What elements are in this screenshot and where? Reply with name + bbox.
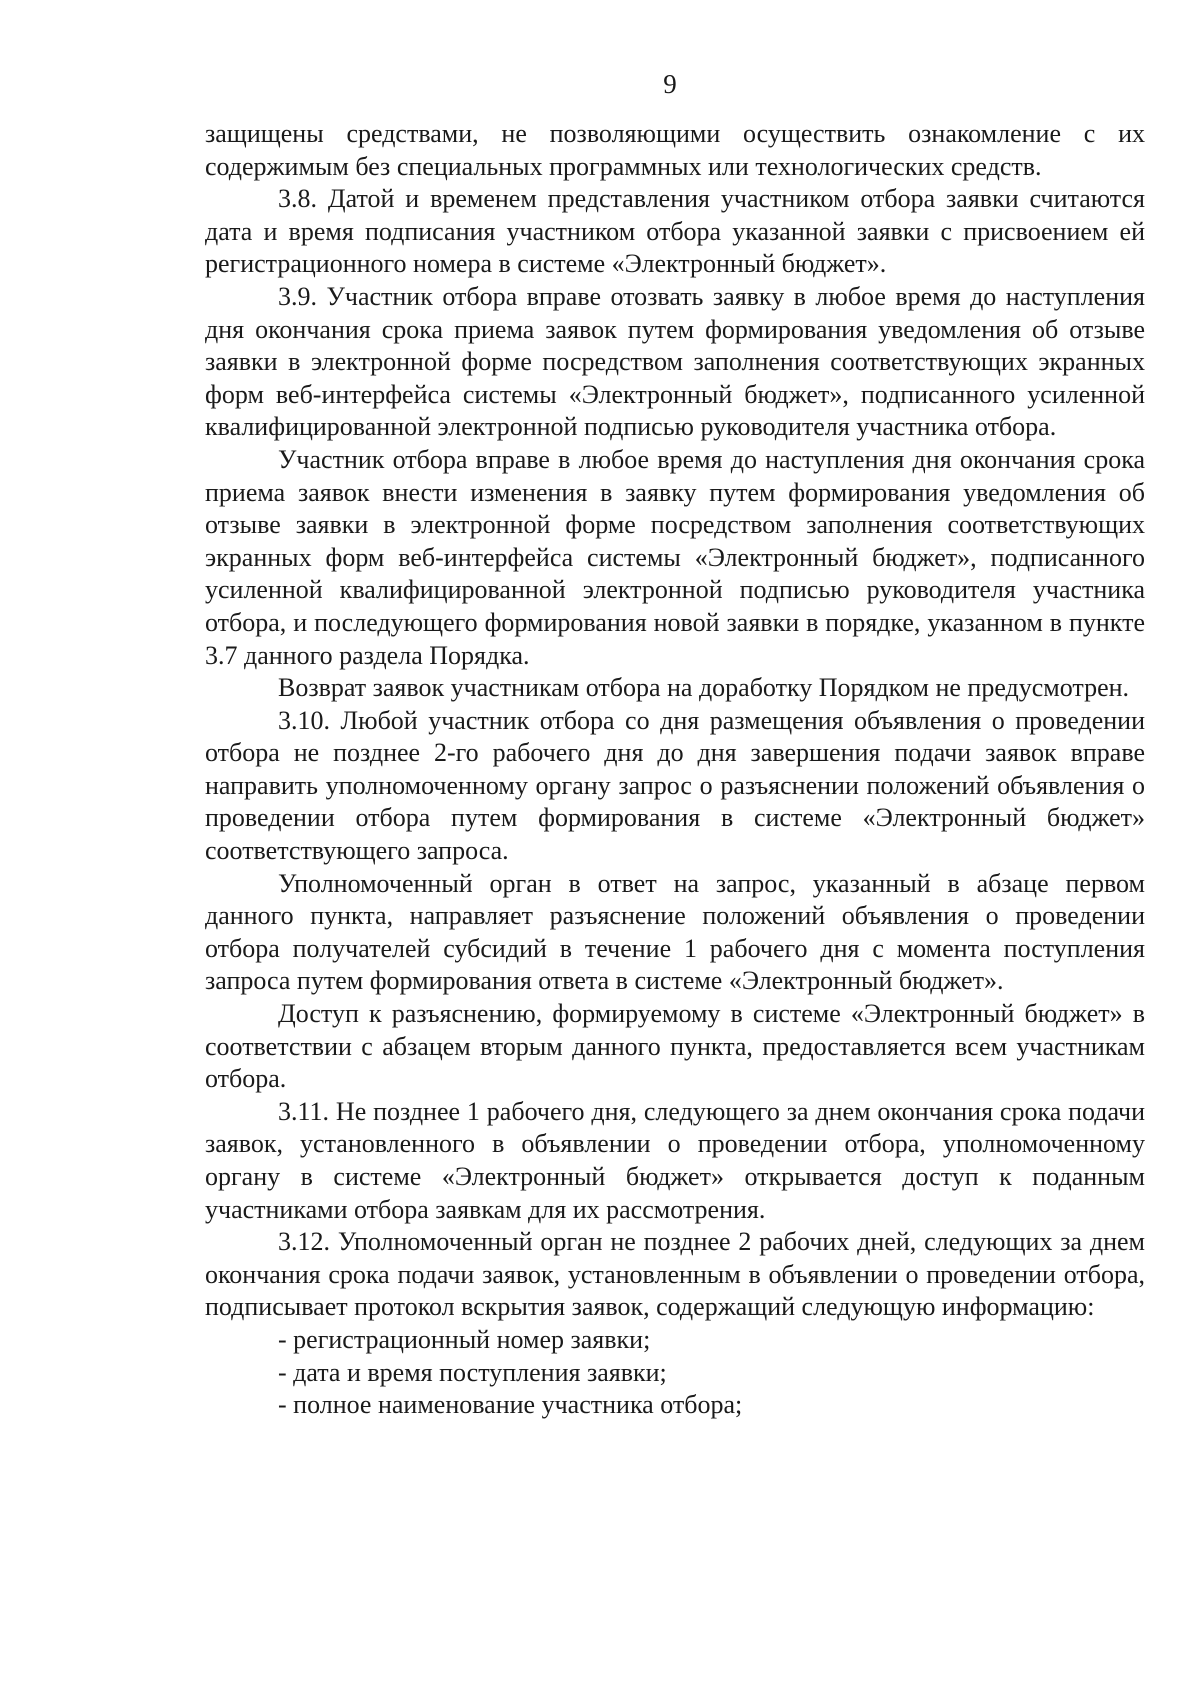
paragraph-3-11: 3.11. Не позднее 1 рабочего дня, следующего за днем окончания срока подачи заявок, установленного в объявлении о проведении отбора, уполномоченному органу в системе «Электронный бюджет» открывается доступ к поданным участниками отбора заявкам для их рассмотрения. [205,1096,1145,1224]
list-item: - регистрационный номер заявки; [278,1324,651,1354]
paragraph-3-10-response: Уполномоченный орган в ответ на запрос, указанный в абзаце первом данного пункта, направляет разъяснение положений объявления о проведении отбора получателей субсидий в течение 1 рабочего дня с момента поступления запроса путем формирования ответа в системе «Электронный бюджет». [205,868,1145,996]
paragraph-3-9-return: Возврат заявок участникам отбора на доработку Порядком не предусмотрен. [278,673,1130,703]
paragraph-3-9: 3.9. Участник отбора вправе отозвать заявку в любое время до наступления дня окончания срока приема заявок путем формирования уведомления об отзыве заявки в электронной форме посредством заполнения соответствующих экранных форм веб-интерфейса системы «Электронный бюджет», подписанного усиленной квалифицированной электронной подписью руководителя участника отбора. [205,281,1145,442]
paragraph-3-8: 3.8. Датой и временем представления участником отбора заявки считаются дата и время подписания участником отбора указанной заявки с присвоением ей регистрационного номера в системе «Электронный бюджет». [205,184,1145,279]
list-item: - полное наименование участника отбора; [278,1390,743,1420]
paragraph-3-9-changes: Участник отбора вправе в любое время до наступления дня окончания срока приема заявок внести изменения в заявку путем формирования уведомления об отзыве заявки в электронной форме посредством заполнения соответствующих экранных форм веб-интерфейса системы «Электронный бюджет», подписанного усиленной квалифицированной электронной подписью руководителя участника отбора, и последующего формирования новой заявки в порядке, указанном в пункте 3.7 данного раздела Порядка. [205,444,1145,670]
paragraph-3-10: 3.10. Любой участник отбора со дня размещения объявления о проведении отбора не позднее 2-го рабочего дня до дня завершения подачи заявок вправе направить уполномоченному органу запрос о разъяснении положений объявления о проведении отбора путем формирования в системе «Электронный бюджет» соответствующего запроса. [205,705,1145,866]
list-item: - дата и время поступления заявки; [278,1357,667,1387]
paragraph-3-10-access: Доступ к разъяснению, формируемому в системе «Электронный бюджет» в соответствии с абзацем вторым данного пункта, предоставляется всем участникам отбора. [205,999,1145,1094]
paragraph-3-12: 3.12. Уполномоченный орган не позднее 2 рабочих дней, следующих за днем окончания срока подачи заявок, установленным в объявлении о проведении отбора, подписывает протокол вскрытия заявок, содержащий следующую информацию: [205,1227,1145,1322]
page-number: 9 [663,69,677,99]
paragraph-continuation: защищены средствами, не позволяющими осуществить ознакомление с их содержимым без специальных программных или технологических средств. [205,119,1145,181]
document-body [205,118,1145,1422]
